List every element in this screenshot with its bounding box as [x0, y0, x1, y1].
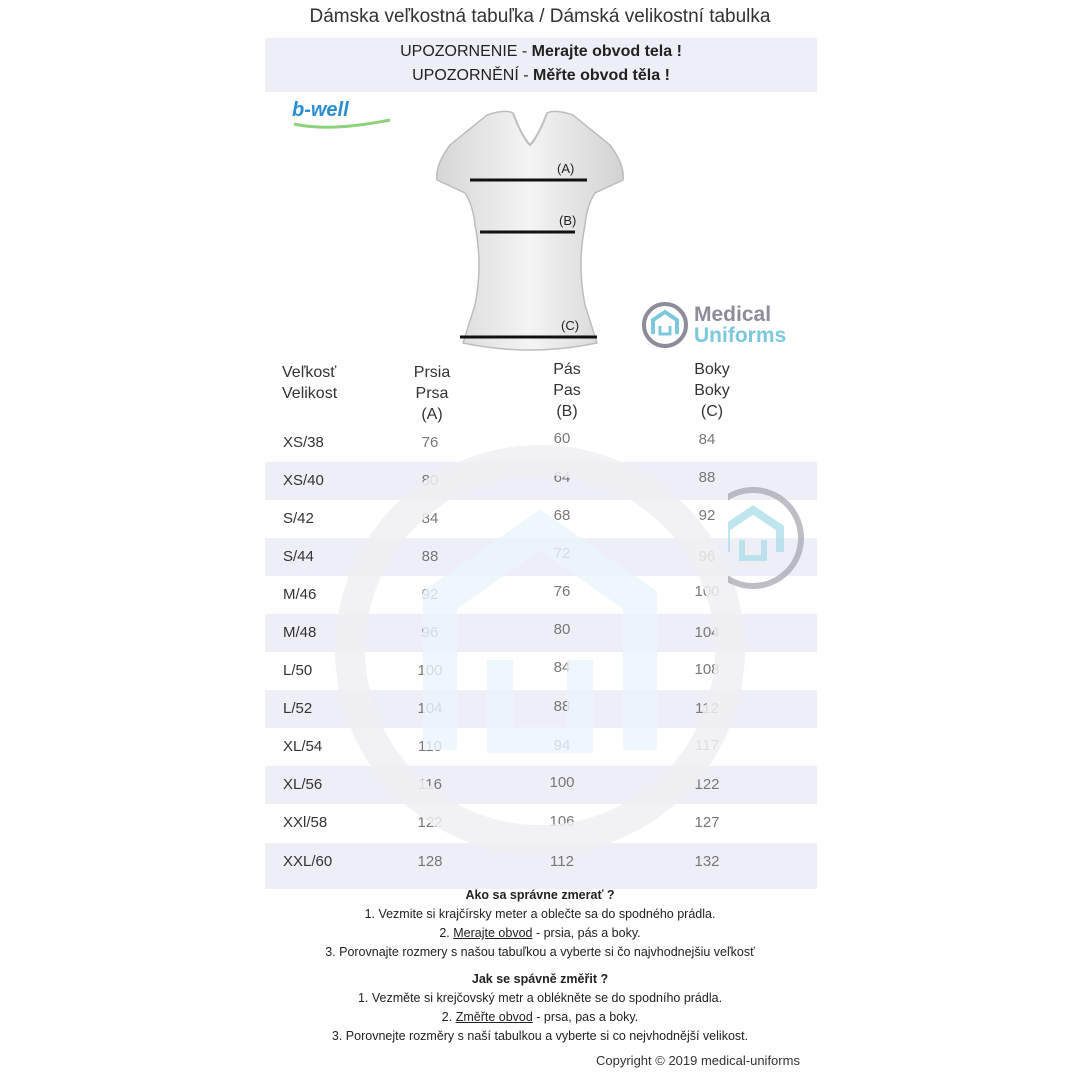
- cell-c: 122: [694, 776, 720, 793]
- cell-c: 104: [694, 624, 720, 641]
- table-row: [265, 614, 817, 652]
- bwell-logo-text: b-well: [292, 99, 349, 121]
- table-row: [265, 690, 817, 728]
- header-size-sk: Veľkosť: [282, 364, 337, 381]
- cell-size: XXL/60: [283, 853, 333, 870]
- cell-size: XS/38: [283, 434, 324, 451]
- cell-c: 112: [695, 700, 719, 717]
- table-row: [265, 843, 817, 889]
- instructions-sk-line1: 1. Vezmite si krajčírsky meter a oblečte sa do spodného prádla.: [364, 907, 716, 921]
- cell-size: M/46: [283, 586, 317, 603]
- label-b: (B): [559, 213, 577, 228]
- instructions-cz-line2-underlined: Změřte obvod: [455, 1010, 533, 1024]
- instructions-sk-line2: [0, 924, 1080, 943]
- header-c-sk: Boky: [694, 361, 730, 378]
- table-row: [265, 766, 817, 804]
- cell-size: S/44: [283, 548, 314, 565]
- table-row: [265, 424, 817, 462]
- cell-b: 84: [553, 659, 571, 676]
- instructions-sk: [0, 886, 1080, 962]
- cell-b: 72: [553, 545, 571, 562]
- warning-banner: [265, 38, 817, 92]
- instructions-cz-line2-suffix: - prsa, pas a boky.: [532, 1010, 639, 1024]
- cell-c: 117: [695, 737, 719, 754]
- header-a-sk: Prsia: [413, 364, 451, 381]
- cell-size: L/52: [283, 700, 313, 717]
- cell-size: XXl/58: [283, 814, 328, 831]
- instructions-cz-line2-prefix: 2.: [441, 1010, 456, 1024]
- cell-a: 92: [421, 586, 439, 603]
- warning-sk-bold: Merajte obvod tela !: [531, 43, 682, 60]
- cell-a: 96: [421, 624, 439, 641]
- instructions-sk-line2-underlined: Merajte obvod: [453, 926, 533, 940]
- cell-c: 92: [698, 507, 716, 524]
- warning-cz-bold: Měřte obvod těla !: [532, 67, 670, 84]
- instructions-cz-heading: Jak se spávně změřit ?: [471, 972, 609, 986]
- cell-b: 106: [549, 813, 575, 830]
- label-a: (A): [557, 161, 575, 176]
- instructions-sk-line2-suffix: - prsia, pás a boky.: [532, 926, 641, 940]
- cell-a: 76: [421, 434, 439, 451]
- cell-size: XL/56: [283, 776, 323, 793]
- header-b-cz: Pas: [553, 382, 581, 399]
- cell-a: 128: [417, 853, 443, 870]
- warning-sk: [265, 40, 817, 64]
- table-row: [265, 728, 817, 766]
- cell-b: 60: [553, 430, 571, 447]
- shirt-illustration: [425, 105, 635, 360]
- warning-sk-prefix: UPOZORNENIE -: [400, 43, 532, 60]
- cell-c: 88: [698, 469, 716, 486]
- instructions-sk-heading: Ako sa správne zmerať ?: [465, 888, 615, 902]
- header-b-sk: Pás: [553, 361, 581, 378]
- page-title: Dámska veľkostná tabuľka / Dámská velikostní tabulka: [309, 6, 771, 27]
- label-c: (C): [561, 318, 580, 333]
- header-c-cz: Boky: [694, 382, 730, 399]
- header-b-code: (B): [556, 403, 578, 420]
- header-a-code: (A): [421, 406, 443, 423]
- warning-cz-prefix: UPOZORNĚNÍ -: [412, 67, 533, 84]
- header-size: [282, 362, 358, 404]
- header-b: [537, 359, 597, 422]
- mu-logo-text: [694, 304, 786, 346]
- mu-line1: Medical: [694, 303, 772, 326]
- cell-a: 80: [421, 472, 439, 489]
- cell-a: 104: [417, 700, 443, 717]
- instructions-sk-line2-prefix: 2.: [439, 926, 454, 940]
- instructions-cz-line1: 1. Vezměte si krejčovský metr a oblékněte se do spodního prádla.: [357, 991, 723, 1005]
- instructions-cz: [0, 970, 1080, 1046]
- cell-c: 84: [698, 431, 716, 448]
- cell-c: 127: [694, 814, 720, 831]
- bwell-logo: [290, 96, 400, 137]
- cell-c: 108: [694, 661, 720, 678]
- cell-size: L/50: [283, 662, 313, 679]
- cell-b: 112: [550, 853, 574, 870]
- cell-a: 122: [417, 814, 443, 831]
- cell-c: 100: [694, 583, 720, 600]
- cell-b: 94: [553, 737, 571, 754]
- mu-line2: Uniforms: [694, 324, 787, 347]
- table-row: [265, 652, 817, 690]
- cell-a: 116: [418, 776, 442, 793]
- copyright: Copyright © 2019 medical-uniforms: [596, 1053, 800, 1068]
- table-row: [265, 804, 817, 842]
- instructions-cz-line3: 3. Porovnejte rozměry s naší tabulkou a vyberte si co nejvhodnější velikost.: [331, 1029, 749, 1043]
- instructions-cz-line2: [0, 1008, 1080, 1027]
- cell-b: 64: [553, 469, 571, 486]
- header-size-cz: Velikost: [282, 385, 338, 402]
- instructions-sk-line3: 3. Porovnajte rozmery s našou tabuľkou a vyberte si čo najvhodnejšiu veľkosť: [325, 945, 755, 959]
- header-c: [682, 359, 742, 422]
- cell-size: XS/40: [283, 472, 324, 489]
- cell-size: S/42: [283, 510, 314, 527]
- cell-a: 84: [421, 510, 439, 527]
- mu-logo-icon: [640, 300, 690, 355]
- cell-c: 96: [698, 548, 716, 565]
- cell-b: 100: [549, 774, 575, 791]
- header-a: [402, 362, 462, 425]
- cell-b: 76: [553, 583, 571, 600]
- cell-size: M/48: [283, 624, 317, 641]
- cell-b: 68: [553, 507, 571, 524]
- cell-a: 110: [418, 738, 442, 755]
- watermark-small-logo-icon: [728, 486, 808, 601]
- header-c-code: (C): [700, 403, 724, 420]
- header-a-cz: Prsa: [415, 385, 449, 402]
- cell-b: 88: [553, 698, 571, 715]
- cell-a: 88: [421, 548, 439, 565]
- warning-cz: [265, 64, 817, 88]
- cell-size: XL/54: [283, 738, 323, 755]
- cell-b: 80: [553, 621, 571, 638]
- cell-c: 132: [694, 853, 720, 870]
- cell-a: 100: [417, 662, 443, 679]
